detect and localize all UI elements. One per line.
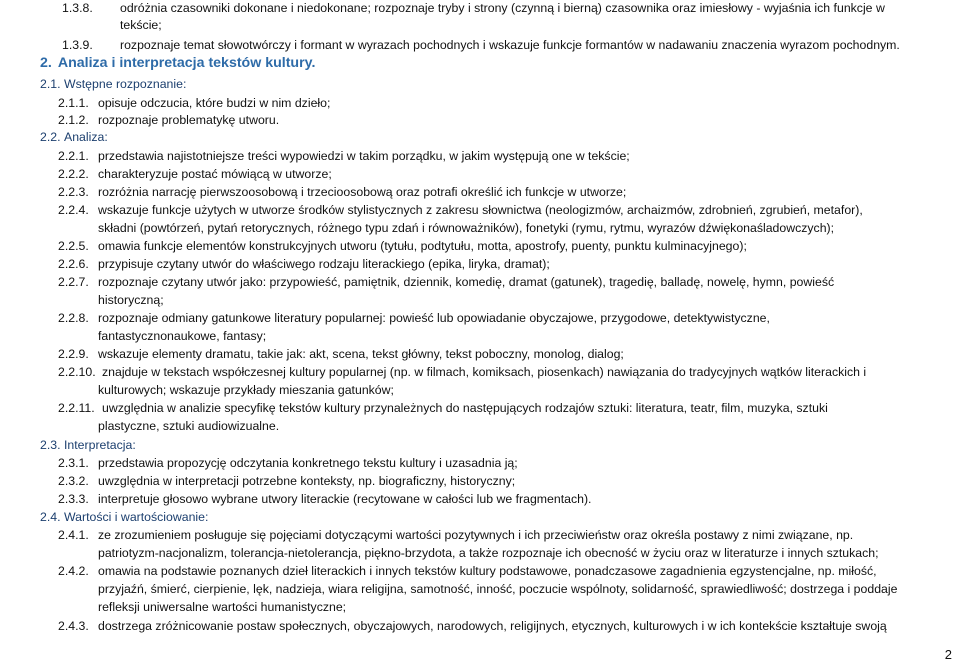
subsection-title: Analiza: [64,130,108,144]
list-item-1-3-8-continuation: tekście; [120,18,162,32]
list-item-2-2-8-continuation: fantastycznonaukowe, fantasy; [98,329,267,343]
list-item-2-4-2-continuation: przyjaźń, śmierć, cierpienie, lęk, nadzieja, wiara religijna, samotność, inność, poczucie wspólnoty, solidarność, sprawiedliwość; dostrzega i poddaje [98,582,898,596]
list-item-1-3-9 [62,37,900,53]
item-number: 2.2.3. [58,185,89,199]
item-number: 2.2.10. [58,365,96,379]
list-item-2-2-3 [58,184,626,200]
item-text: wskazuje funkcje użytych w utworze środków stylistycznych z zakresu słownictwa (neologizmów, archaizmów, zdrobnień, zgrubień, metafor), [98,203,863,217]
item-number: 2.4.2. [58,564,89,578]
item-text: interpretuje głosowo wybrane utwory literackie (recytowane w całości lub we fragmentach). [98,492,592,506]
item-number: 1.3.9. [62,38,93,52]
list-item-2-3-2 [58,473,515,489]
list-item-2-2-9 [58,346,624,362]
item-text: ze zrozumieniem posługuje się pojęciami dotyczącymi wartości pozytywnych i ich przeciwieństw oraz określa postawy z nimi związane, np. [98,528,854,542]
item-number: 2.2.9. [58,347,89,361]
section-heading-2 [40,55,315,71]
item-text: rozróżnia narrację pierwszoosobową i trzecioosobową oraz potrafi określić ich funkcje w utworze; [98,185,627,199]
list-item-1-3-8 [62,0,885,16]
item-number: 2.2.5. [58,239,89,253]
item-text: przedstawia propozycję odczytania konkretnego tekstu kultury i uzasadnia ją; [98,456,518,470]
item-number: 2.3.2. [58,474,89,488]
item-text: charakteryzuje postać mówiącą w utworze; [98,167,332,181]
list-item-2-2-2 [58,166,332,182]
item-number: 2.2.6. [58,257,89,271]
item-number: 2.2.1. [58,149,89,163]
subsection-2-3 [40,437,136,453]
item-text: rozpoznaje problematykę utworu. [98,113,280,127]
item-number: 2.4.3. [58,619,89,633]
list-item-2-2-11-continuation: plastyczne, sztuki audiowizualne. [98,419,280,433]
item-text: omawia funkcje elementów konstrukcyjnych utworu (tytułu, podtytułu, motta, apostrofy, puenty, punktu kulminacyjnego); [98,239,747,253]
list-item-2-2-6 [58,256,550,272]
list-item-2-3-3 [58,491,591,507]
subsection-number: 2.4. [40,510,61,524]
list-item-2-4-2-continuation-2: refleksji uniwersalne wartości humanistyczne; [98,600,347,614]
list-item-2-2-10 [58,364,866,380]
item-text: rozpoznaje odmiany gatunkowe literatury popularnej: powieść lub opowiadanie obyczajowe, przygodowe, detektywistyczne, [98,311,770,325]
list-item-2-2-8 [58,310,770,326]
item-text: opisuje odczucia, które budzi w nim dzieło; [98,96,331,110]
item-text: przypisuje czytany utwór do właściwego rodzaju literackiego (epika, liryka, dramat); [98,257,550,271]
item-number: 2.1.1. [58,96,89,110]
item-number: 2.1.2. [58,113,89,127]
item-number: 2.2.11. [58,401,95,415]
list-item-2-2-1 [58,148,630,164]
list-item-2-4-1-continuation: patriotyzm-nacjonalizm, tolerancja-nietolerancja, piękno-brzydota, a także rozpoznaje ich obecność w życiu oraz w literaturze i innych sztukach; [98,546,879,560]
subsection-title: Wartości i wartościowanie: [64,510,209,524]
item-number: 2.3.1. [58,456,89,470]
item-text: rozpoznaje czytany utwór jako: przypowieść, pamiętnik, dziennik, komedię, dramat (gatunek), tragedię, balladę, nowelę, hymn, powieść [98,275,835,289]
item-number: 2.3.3. [58,492,89,506]
item-text: omawia na podstawie poznanych dzieł literackich i innych tekstów kultury podstawowe, ponadczasowe zagadnienia egzystencjalne, np. miłość, [98,564,877,578]
item-text: wskazuje elementy dramatu, takie jak: akt, scena, tekst główny, tekst poboczny, monolog, dialog; [98,347,624,361]
item-number: 2.2.2. [58,167,89,181]
subsection-number: 2.1. [40,77,61,91]
item-text: przedstawia najistotniejsze treści wypowiedzi w takim porządku, w jakim występują one w tekście; [98,149,630,163]
item-text: uwzględnia w analizie specyfikę tekstów kultury przynależnych do następujących rodzajów sztuki: literatura, teatr, film, muzyka, sztuki [102,401,828,415]
item-text: uwzględnia w interpretacji potrzebne konteksty, np. biograficzny, historyczny; [98,474,516,488]
list-item-2-1-1 [58,95,330,111]
item-text: znajduje w tekstach współczesnej kultury popularnej (np. w filmach, komiksach, piosenkach) nawiązania do tradycyjnych wątków literackich i [102,365,867,379]
list-item-2-2-10-continuation: kulturowych; wskazuje przykłady mieszania gatunków; [98,383,394,397]
subsection-number: 2.2. [40,130,61,144]
item-text: rozpoznaje temat słowotwórczy i formant w wyrazach pochodnych i wskazuje funkcje formantów w nadawaniu znaczenia wyrazom pochodnym. [120,38,900,52]
item-number: 2.2.8. [58,311,89,325]
list-item-2-2-5 [58,238,747,254]
subsection-title: Interpretacja: [64,438,136,452]
heading-number: 2. [40,55,52,71]
item-number: 1.3.8. [62,1,93,15]
subsection-2-1 [40,76,186,92]
item-number: 2.4.1. [58,528,89,542]
subsection-title: Wstępne rozpoznanie: [64,77,187,91]
list-item-2-2-4 [58,202,863,218]
subsection-2-4 [40,509,208,525]
item-text: dostrzega zróżnicowanie postaw społecznych, obyczajowych, narodowych, religijnych, etycznych, kulturowych i w ich kontekście kształtuje swoją [98,619,887,633]
item-text: odróżnia czasowniki dokonane i niedokonane; rozpoznaje tryby i strony (czynną i bierną) czasownika oraz imiesłowy - wyjaśnia ich funkcje w [120,1,885,15]
list-item-2-3-1 [58,455,518,471]
list-item-2-4-1 [58,527,853,543]
heading-text: Analiza i interpretacja tekstów kultury. [57,55,316,71]
list-item-2-4-3 [58,618,887,634]
page-number: 2 [944,647,952,662]
list-item-2-1-2 [58,112,279,128]
item-number: 2.2.4. [58,203,89,217]
list-item-2-2-11 [58,400,828,416]
subsection-2-2 [40,129,108,145]
subsection-number: 2.3. [40,438,61,452]
list-item-2-4-2 [58,563,877,579]
list-item-2-2-7-continuation: historyczną; [98,293,164,307]
item-number: 2.2.7. [58,275,89,289]
list-item-2-2-4-continuation: składni (powtórzeń, pytań retorycznych, różnego typu zdań i równoważników), fonetyki (rymu, rytmu, wyrazów dźwiękonaśladowczych); [98,221,835,235]
list-item-2-2-7 [58,274,834,290]
